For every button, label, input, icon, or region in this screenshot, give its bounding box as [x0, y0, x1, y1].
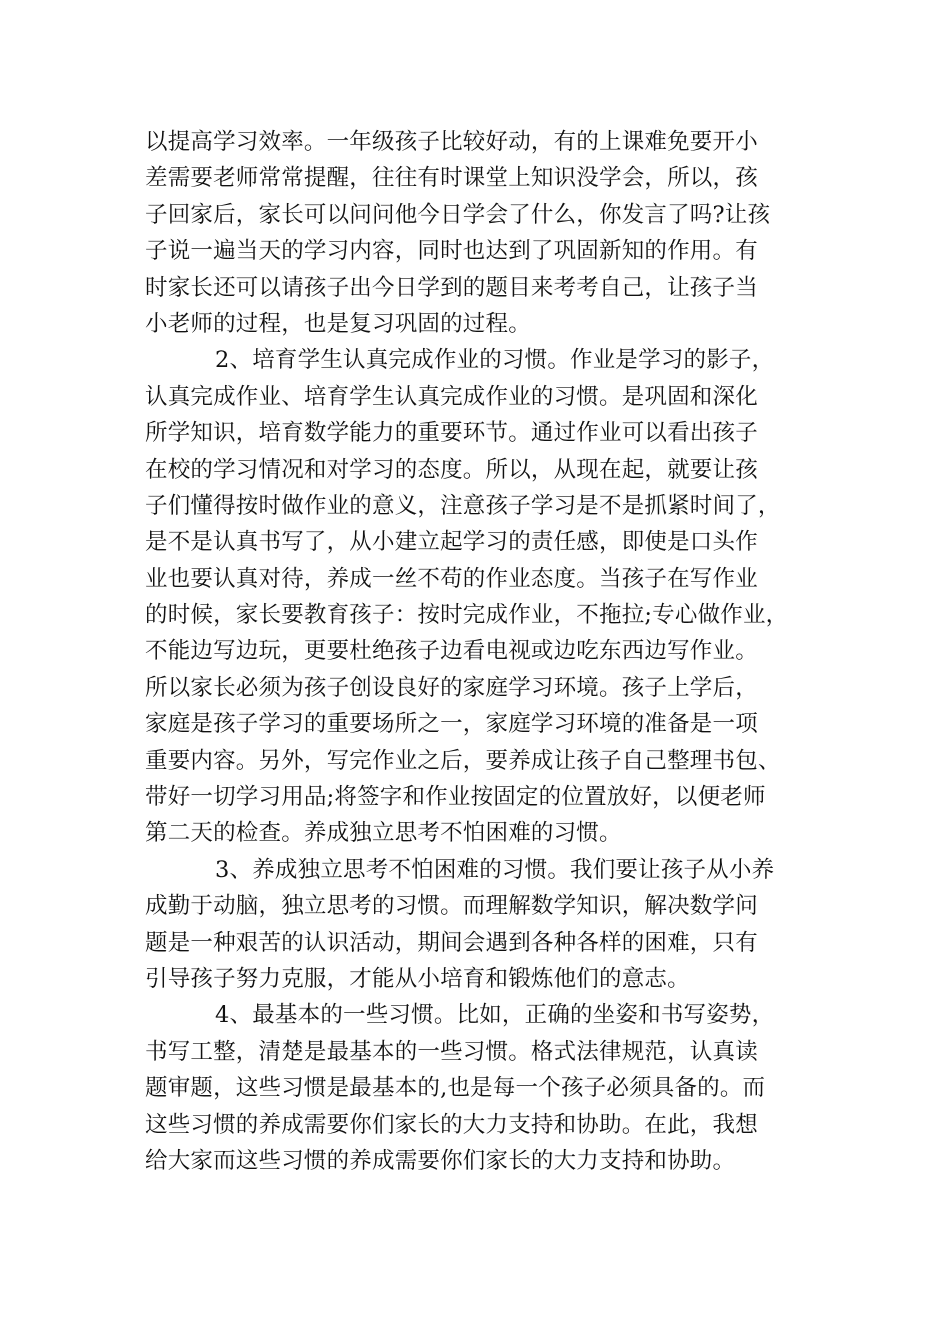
text-line: 业也要认真对待，养成一丝不苟的作业态度。当孩子在写作业 [145, 565, 758, 592]
text-line: 差需要老师常常提醒，往往有时课堂上知识没学会，所以，孩 [145, 165, 758, 192]
text-line: 重要内容。另外，写完作业之后，要养成让孩子自己整理书包、 [145, 747, 781, 774]
document-body [145, 124, 825, 1179]
text-line: 4、最基本的一些习惯。比如，正确的坐姿和书写姿势， [215, 1002, 775, 1029]
text-line: 在校的学习情况和对学习的态度。所以，从现在起，就要让孩 [145, 456, 758, 483]
text-line: 以提高学习效率。一年级孩子比较好动，有的上课难免要开小 [145, 129, 758, 155]
text-line: 是不是认真书写了，从小建立起学习的责任感，即使是口头作 [145, 529, 758, 556]
text-line: 给大家而这些习惯的养成需要你们家长的大力支持和协助。 [145, 1147, 736, 1174]
text-line: 这些习惯的养成需要你们家长的大力支持和协助。在此，我想 [145, 1111, 758, 1138]
text-line: 子们懂得按时做作业的意义，注意孩子学习是不是抓紧时间了， [145, 492, 781, 519]
text-line: 第二天的检查。养成独立思考不怕困难的习惯。 [145, 820, 622, 847]
text-line: 引导孩子努力克服，才能从小培育和锻炼他们的意志。 [145, 965, 690, 992]
text-line: 小老师的过程，也是复习巩固的过程。 [145, 310, 531, 337]
text-line: 书写工整，清楚是最基本的一些习惯。格式法律规范，认真读 [145, 1038, 758, 1065]
text-line: 2、培育学生认真完成作业的习惯。作业是学习的影子， [215, 347, 775, 374]
text-line: 时家长还可以请孩子出今日学到的题目来考考自己，让孩子当 [145, 274, 758, 301]
text-line: 认真完成作业、培育学生认真完成作业的习惯。是巩固和深化 [145, 383, 758, 410]
text-line: 家庭是孩子学习的重要场所之一，家庭学习环境的准备是一项 [145, 711, 758, 738]
text-line: 所以家长必须为孩子创设良好的家庭学习环境。孩子上学后， [145, 674, 758, 701]
text-line: 带好一切学习用品;将签字和作业按固定的位置放好，以便老师 [145, 784, 766, 811]
text-line: 所学知识，培育数学能力的重要环节。通过作业可以看出孩子 [145, 420, 758, 447]
text-line: 题是一种艰苦的认识活动，期间会遇到各种各样的困难，只有 [145, 929, 758, 956]
text-line: 子回家后，家长可以问问他今日学会了什么，你发言了吗?让孩 [145, 201, 771, 228]
text-line: 题审题，这些习惯是最基本的,也是每一个孩子必须具备的。而 [145, 1075, 766, 1102]
text-line: 不能边写边玩，更要杜绝孩子边看电视或边吃东西边写作业。 [145, 638, 758, 665]
text-line: 成勤于动脑，独立思考的习惯。而理解数学知识，解决数学问 [145, 893, 758, 920]
text-line: 的时候，家长要教育孩子：按时完成作业，不拖拉;专心做作业， [145, 602, 789, 629]
text-line: 3、养成独立思考不怕困难的习惯。我们要让孩子从小养 [215, 856, 775, 883]
text-line: 子说一遍当天的学习内容，同时也达到了巩固新知的作用。有 [145, 238, 758, 265]
